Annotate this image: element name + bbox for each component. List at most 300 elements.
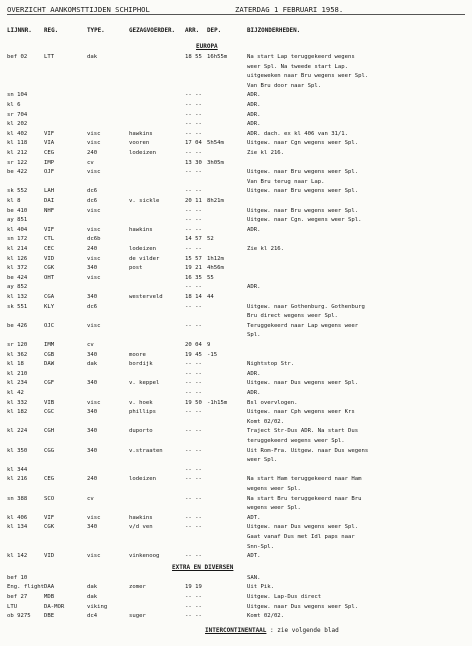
- table-row: [7, 466, 467, 474]
- cell-arr: -- --: [185, 370, 202, 377]
- cell-captain: v. hoek: [129, 399, 153, 406]
- cell-type: 340: [87, 447, 98, 454]
- cell-note: Bru direct wegens weer Spl.: [247, 313, 338, 320]
- table-row: [7, 533, 467, 541]
- cell-lijn: kl 18: [7, 361, 24, 368]
- cell-dep: 55: [207, 274, 214, 281]
- cell-reg: CGH: [44, 428, 55, 435]
- table-row: [7, 574, 467, 582]
- cell-arr: 19 45: [185, 351, 202, 358]
- cell-reg: CGA: [44, 294, 55, 300]
- cell-reg: IMP: [44, 159, 55, 166]
- cell-arr: -- --: [185, 207, 202, 214]
- col-bijzonderheden: BIJZONDERHEDEN.: [247, 28, 301, 34]
- cell-dep: 9: [207, 342, 211, 348]
- table-row: [7, 91, 467, 99]
- cell-captain: suger: [129, 613, 146, 620]
- table-row: [7, 379, 467, 387]
- table-row: [7, 612, 467, 620]
- cell-note: ADR.: [247, 111, 261, 118]
- cell-type: visc: [87, 226, 101, 233]
- cell-captain: westerveld: [129, 294, 163, 300]
- cell-lijn: sn 104: [7, 92, 28, 99]
- cell-note: Na start Bru teruggekeerd naar Bru: [247, 495, 362, 502]
- table-row: [7, 543, 467, 551]
- table-row: [7, 72, 467, 80]
- col-lijnnr: LIJNNR.: [7, 28, 32, 34]
- cell-captain: moore: [129, 351, 146, 358]
- cell-note: ADR.: [247, 370, 261, 377]
- cell-note: ADR. dach. ex kl 406 van 31/1.: [247, 130, 349, 137]
- title-rule: [7, 14, 465, 15]
- cell-captain: duporto: [129, 428, 153, 435]
- cell-captain: v. sickle: [129, 198, 160, 204]
- cell-lijn: bef 02: [7, 54, 28, 60]
- cell-lijn: kl 344: [7, 466, 28, 473]
- cell-lijn: kl 216: [7, 476, 28, 483]
- cell-reg: DAW: [44, 361, 55, 368]
- cell-captain: v/d ven: [129, 524, 153, 531]
- cell-arr: -- --: [185, 390, 202, 396]
- table-row: [7, 303, 467, 311]
- cell-reg: DA-MOR: [44, 603, 65, 610]
- cell-note: Nightstop Str.: [247, 361, 295, 368]
- cell-reg: CTL: [44, 236, 55, 243]
- cell-captain: v.straaten: [129, 447, 163, 454]
- cell-note: ADT.: [247, 553, 261, 560]
- cell-reg: VIA: [44, 140, 55, 147]
- cell-type: visc: [87, 553, 101, 560]
- table-row: [7, 82, 467, 90]
- cell-reg: VIF: [44, 130, 55, 137]
- cell-reg: IMM: [44, 342, 55, 348]
- table-row: [7, 235, 467, 243]
- table-row: [7, 399, 467, 407]
- cell-captain: lodeizen: [129, 150, 156, 156]
- table-row: [7, 178, 467, 186]
- cell-lijn: kl 182: [7, 409, 28, 416]
- cell-note: Uitgew. naar Bru wegens weer Spl.: [247, 169, 359, 176]
- cell-note: ADR.: [247, 390, 261, 396]
- cell-type: dak: [87, 594, 98, 600]
- table-row: [7, 149, 467, 157]
- cell-arr: -- --: [185, 495, 202, 502]
- cell-arr: -- --: [185, 514, 202, 521]
- cell-dep: 1h12m: [207, 255, 224, 262]
- cell-lijn: sr 120: [7, 342, 28, 348]
- cell-type: 240: [87, 476, 98, 483]
- cell-lijn: kl 126: [7, 255, 28, 262]
- cell-arr: -- --: [185, 409, 202, 416]
- cell-dep: 16h55m: [207, 54, 228, 60]
- table-row: [7, 264, 467, 272]
- table-row: [7, 495, 467, 503]
- cell-dep: -15: [207, 351, 218, 358]
- table-row: [7, 593, 467, 601]
- table-row: [7, 63, 467, 71]
- cell-type: visc: [87, 169, 101, 176]
- table-row: [7, 341, 467, 349]
- cell-reg: VIF: [44, 226, 55, 233]
- cell-note: weer Spl. Na tweede start Lap.: [247, 63, 349, 70]
- cell-lijn: be 422: [7, 169, 28, 176]
- table-row: [7, 408, 467, 416]
- cell-lijn: ay 852: [7, 284, 28, 291]
- cell-dep: 52: [207, 236, 214, 243]
- cell-note: Uitgew. naar Dus wegens weer Spl.: [247, 524, 359, 531]
- cell-lijn: kl 132: [7, 294, 28, 300]
- cell-type: dak: [87, 361, 98, 368]
- cell-note: Uitgew. naar Bru wegens weer Spl.: [247, 207, 359, 214]
- cell-note: Snn-Spl.: [247, 543, 274, 550]
- table-row: [7, 437, 467, 445]
- cell-lijn: sk 551: [7, 303, 28, 310]
- table-row: [7, 360, 467, 368]
- cell-note: Van Bru door naar Spl.: [247, 82, 322, 89]
- cell-lijn: sn 172: [7, 236, 28, 243]
- cell-captain: hawkins: [129, 130, 153, 137]
- table-row: [7, 418, 467, 426]
- cell-arr: 16 35: [185, 274, 202, 281]
- cell-note: wegens weer Spl.: [247, 505, 301, 512]
- cell-reg: MDB: [44, 594, 55, 600]
- cell-type: 340: [87, 380, 98, 387]
- cell-note: ADR.: [247, 92, 261, 99]
- cell-type: visc: [87, 140, 101, 147]
- table-row: [7, 168, 467, 176]
- cell-type: visc: [87, 399, 101, 406]
- cell-arr: 13 30: [185, 159, 202, 166]
- cell-arr: -- --: [185, 217, 202, 224]
- cell-reg: LTT: [44, 54, 55, 60]
- cell-type: 340: [87, 265, 98, 272]
- document-title: OVERZICHT AANKOMSTTIJDEN SCHIPHOL: [7, 5, 150, 14]
- cell-arr: 14 57: [185, 236, 202, 243]
- cell-captain: vinkenoog: [129, 553, 160, 560]
- cell-note: Na start Lap teruggekeerd wegens: [247, 54, 355, 60]
- table-row: [7, 101, 467, 109]
- cell-lijn: kl 404: [7, 226, 28, 233]
- table-row: [7, 504, 467, 512]
- cell-lijn: ob 9275: [7, 613, 31, 620]
- table-row: [7, 187, 467, 195]
- cell-type: visc: [87, 274, 101, 281]
- column-header: [7, 28, 467, 38]
- cell-type: dak: [87, 584, 98, 591]
- table-row: [7, 523, 467, 531]
- cell-type: viking: [87, 603, 108, 610]
- cell-reg: CGK: [44, 265, 55, 272]
- cell-note: Na start Ham teruggekeerd naar Ham: [247, 476, 362, 483]
- cell-arr: -- --: [185, 188, 202, 195]
- cell-note: wegens weer Spl.: [247, 486, 301, 492]
- cell-note: ADR.: [247, 284, 261, 291]
- cell-note: Van Bru terug naar Lap.: [247, 178, 325, 185]
- table-row: [7, 552, 467, 560]
- cell-arr: -- --: [185, 553, 202, 560]
- cell-lijn: sn 388: [7, 495, 28, 502]
- cell-arr: -- --: [185, 246, 202, 252]
- cell-reg: VIB: [44, 399, 55, 406]
- cell-lijn: sr 704: [7, 111, 28, 118]
- cell-note: Uitgew. naar Dus wegens weer Spl.: [247, 603, 359, 610]
- cell-type: visc: [87, 514, 101, 521]
- cell-note: Uitgew. naar Gothenburg. Gothenburg: [247, 303, 365, 310]
- cell-arr: -- --: [185, 594, 202, 600]
- cell-lijn: be 424: [7, 274, 28, 281]
- table-row: [7, 351, 467, 359]
- cell-note: ADR.: [247, 121, 261, 128]
- cell-note: weer Spl.: [247, 457, 278, 464]
- cell-note: uitgeweken naar Bru wegens weer Spl.: [247, 73, 369, 80]
- table-row: [7, 456, 467, 464]
- cell-reg: CGC: [44, 409, 55, 416]
- table-row: [7, 322, 467, 330]
- cell-type: visc: [87, 130, 101, 137]
- cell-type: 240: [87, 150, 98, 156]
- cell-arr: 20 04: [185, 342, 202, 348]
- cell-lijn: kl 118: [7, 140, 28, 147]
- cell-arr: -- --: [185, 102, 202, 108]
- cell-lijn: kl 350: [7, 447, 28, 454]
- cell-note: ADT.: [247, 514, 261, 521]
- cell-arr: -- --: [185, 169, 202, 176]
- cell-note: Uitgew. naar Dus wegens weer Spl.: [247, 380, 359, 387]
- cell-note: teruggekeerd wegens weer Spl.: [247, 438, 345, 444]
- cell-type: 340: [87, 409, 98, 416]
- cell-type: visc: [87, 322, 101, 329]
- table-row: [7, 111, 467, 119]
- cell-captain: hawkins: [129, 226, 153, 233]
- cell-lijn: be 426: [7, 322, 28, 329]
- cell-type: visc: [87, 255, 101, 262]
- table-row: [7, 120, 467, 128]
- cell-lijn: be 410: [7, 207, 28, 214]
- cell-captain: zomer: [129, 584, 146, 591]
- cell-captain: bordijk: [129, 361, 153, 368]
- cell-arr: -- --: [185, 380, 202, 387]
- document-title-line: [7, 5, 467, 14]
- table-row: [7, 475, 467, 483]
- cell-reg: DBE: [44, 613, 55, 620]
- table-row: [7, 370, 467, 378]
- table-row: [7, 274, 467, 282]
- cell-arr: 19 50: [185, 399, 202, 406]
- cell-dep: -1h15m: [207, 399, 228, 406]
- cell-reg: OHT: [44, 274, 55, 281]
- cell-arr: 18 14: [185, 294, 202, 300]
- cell-arr: -- --: [185, 476, 202, 483]
- cell-arr: -- --: [185, 603, 202, 610]
- cell-note: ADR.: [247, 226, 261, 233]
- table-row: [7, 603, 467, 611]
- table-row: [7, 139, 467, 147]
- cell-type: cv: [87, 159, 94, 166]
- cell-type: dak: [87, 54, 98, 60]
- cell-type: 340: [87, 428, 98, 435]
- cell-lijn: kl 202: [7, 121, 28, 128]
- cell-lijn: kl 210: [7, 370, 28, 377]
- cell-reg: DAA: [44, 584, 55, 591]
- cell-lijn: kl 402: [7, 130, 28, 137]
- cell-reg: VID: [44, 553, 55, 560]
- cell-type: 240: [87, 246, 98, 252]
- cell-reg: OJC: [44, 322, 55, 329]
- table-row: [7, 447, 467, 455]
- cell-type: 340: [87, 524, 98, 531]
- cell-note: Spl.: [247, 332, 261, 339]
- cell-note: Uit Rom-Fra. Uitgew. naar Dus wegens: [247, 447, 369, 454]
- cell-arr: -- --: [185, 130, 202, 137]
- cell-note: ADR.: [247, 102, 261, 108]
- table-row: [7, 485, 467, 493]
- cell-captain: phillips: [129, 409, 156, 416]
- cell-reg: CGB: [44, 351, 55, 358]
- col-arr: ARR.: [185, 28, 200, 34]
- footer-text: : zie volgende blad: [270, 627, 339, 634]
- section-extra: EXTRA EN DIVERSEN: [172, 563, 234, 571]
- cell-dep: 4h56m: [207, 265, 224, 272]
- cell-dep: 3h05m: [207, 159, 224, 166]
- table-row: [7, 130, 467, 138]
- cell-arr: -- --: [185, 428, 202, 435]
- cell-arr: -- --: [185, 303, 202, 310]
- cell-reg: VIF: [44, 514, 55, 521]
- cell-reg: LAH: [44, 188, 55, 195]
- table-row: [7, 226, 467, 234]
- cell-arr: -- --: [185, 361, 202, 368]
- cell-captain: lodeizen: [129, 476, 156, 483]
- cell-reg: CEG: [44, 476, 55, 483]
- cell-captain: v. keppel: [129, 380, 160, 387]
- cell-note: Uit Pik.: [247, 584, 274, 591]
- footer-note: [205, 627, 339, 634]
- cell-note: Uitgew. naar Bru wegens weer Spl.: [247, 188, 359, 195]
- cell-arr: 19 19: [185, 584, 202, 591]
- col-dep: DEP.: [207, 28, 222, 34]
- col-gezagvoerder: GEZAGVOERDER.: [129, 28, 176, 34]
- cell-note: Uitgew. naar Cgn. wegens weer Spl.: [247, 217, 362, 224]
- cell-lijn: ay 851: [7, 217, 28, 224]
- table-row: [7, 255, 467, 263]
- table-row: [7, 197, 467, 205]
- cell-type: cv: [87, 495, 94, 502]
- footer-label: INTERCONTINENTAAL: [205, 627, 267, 634]
- cell-arr: -- --: [185, 322, 202, 329]
- cell-reg: OJF: [44, 169, 55, 176]
- table-row: [7, 216, 467, 224]
- col-type: TYPE.: [87, 28, 105, 34]
- table-row: [7, 583, 467, 591]
- cell-captain: de vilder: [129, 255, 160, 262]
- cell-type: dc6: [87, 198, 98, 204]
- cell-captain: vooren: [129, 140, 150, 147]
- table-row: [7, 514, 467, 522]
- cell-note: Teruggekeerd naar Lap wegens weer: [247, 322, 359, 329]
- cell-arr: -- --: [185, 226, 202, 233]
- cell-arr: -- --: [185, 150, 202, 156]
- cell-note: Komt 02/02.: [247, 613, 285, 620]
- cell-reg: CEC: [44, 246, 55, 252]
- cell-lijn: bef 10: [7, 574, 28, 581]
- cell-lijn: sk 552: [7, 188, 28, 195]
- cell-reg: NHF: [44, 207, 55, 214]
- cell-note: Traject Str-Dus ADR. Na start Dus: [247, 428, 359, 435]
- cell-arr: -- --: [185, 447, 202, 454]
- cell-lijn: kl 142: [7, 553, 28, 560]
- cell-lijn: bef 27: [7, 594, 28, 600]
- cell-reg: CEG: [44, 150, 55, 156]
- table-row: [7, 53, 467, 61]
- cell-lijn: kl 362: [7, 351, 28, 358]
- cell-type: 340: [87, 351, 98, 358]
- cell-type: dc6: [87, 303, 98, 310]
- cell-reg: CGG: [44, 447, 55, 454]
- cell-captain: hawkins: [129, 514, 153, 521]
- cell-lijn: kl 6: [7, 102, 21, 108]
- cell-reg: KLY: [44, 303, 55, 310]
- cell-captain: post: [129, 265, 143, 272]
- cell-type: dc6: [87, 188, 98, 195]
- cell-lijn: Eng. flight: [7, 584, 45, 591]
- cell-note: Zie kl 216.: [247, 150, 285, 156]
- cell-note: Komt 02/02.: [247, 418, 285, 425]
- cell-type: 340: [87, 294, 98, 300]
- cell-arr: 18 55: [185, 54, 202, 60]
- col-reg: REG.: [44, 28, 59, 34]
- cell-note: SAN.: [247, 574, 261, 581]
- cell-lijn: kl 42: [7, 390, 24, 396]
- cell-dep: 5h54m: [207, 140, 224, 147]
- cell-lijn: kl 332: [7, 399, 28, 406]
- cell-arr: -- --: [185, 111, 202, 118]
- table-row: [7, 207, 467, 215]
- cell-reg: CGF: [44, 380, 55, 387]
- cell-arr: -- --: [185, 466, 202, 473]
- section-europa: EUROPA: [196, 43, 218, 50]
- cell-lijn: kl 212: [7, 150, 28, 156]
- cell-arr: -- --: [185, 613, 202, 620]
- cell-dep: 44: [207, 294, 214, 300]
- cell-arr: 20 11: [185, 198, 202, 204]
- cell-arr: -- --: [185, 284, 202, 291]
- cell-note: Uitgew. naar Cgn wegens weer Spl.: [247, 140, 359, 147]
- cell-type: dc6b: [87, 236, 101, 243]
- cell-note: Gaat vanaf Dus met Idl paps naar: [247, 534, 355, 540]
- cell-lijn: kl 8: [7, 198, 21, 204]
- table-row: [7, 245, 467, 253]
- table-row: [7, 293, 467, 301]
- document-date: ZATERDAG 1 FEBRUARI 1958.: [235, 5, 344, 14]
- cell-arr: -- --: [185, 121, 202, 128]
- cell-lijn: kl 406: [7, 514, 28, 521]
- cell-note: Zie kl 216.: [247, 246, 285, 252]
- cell-lijn: kl 134: [7, 524, 28, 531]
- cell-type: cv: [87, 342, 94, 348]
- table-row: [7, 312, 467, 320]
- cell-arr: 19 21: [185, 265, 202, 272]
- cell-note: Uitgew. naar Cph wegens weer Krs: [247, 409, 355, 416]
- table-row: [7, 427, 467, 435]
- cell-captain: lodeizen: [129, 246, 156, 252]
- cell-type: dc4: [87, 613, 98, 620]
- cell-note: Bsl overvlogen.: [247, 399, 298, 406]
- cell-reg: CGK: [44, 524, 55, 531]
- table-row: [7, 389, 467, 397]
- cell-arr: 15 57: [185, 255, 202, 262]
- cell-lijn: kl 372: [7, 265, 28, 272]
- table-row: [7, 331, 467, 339]
